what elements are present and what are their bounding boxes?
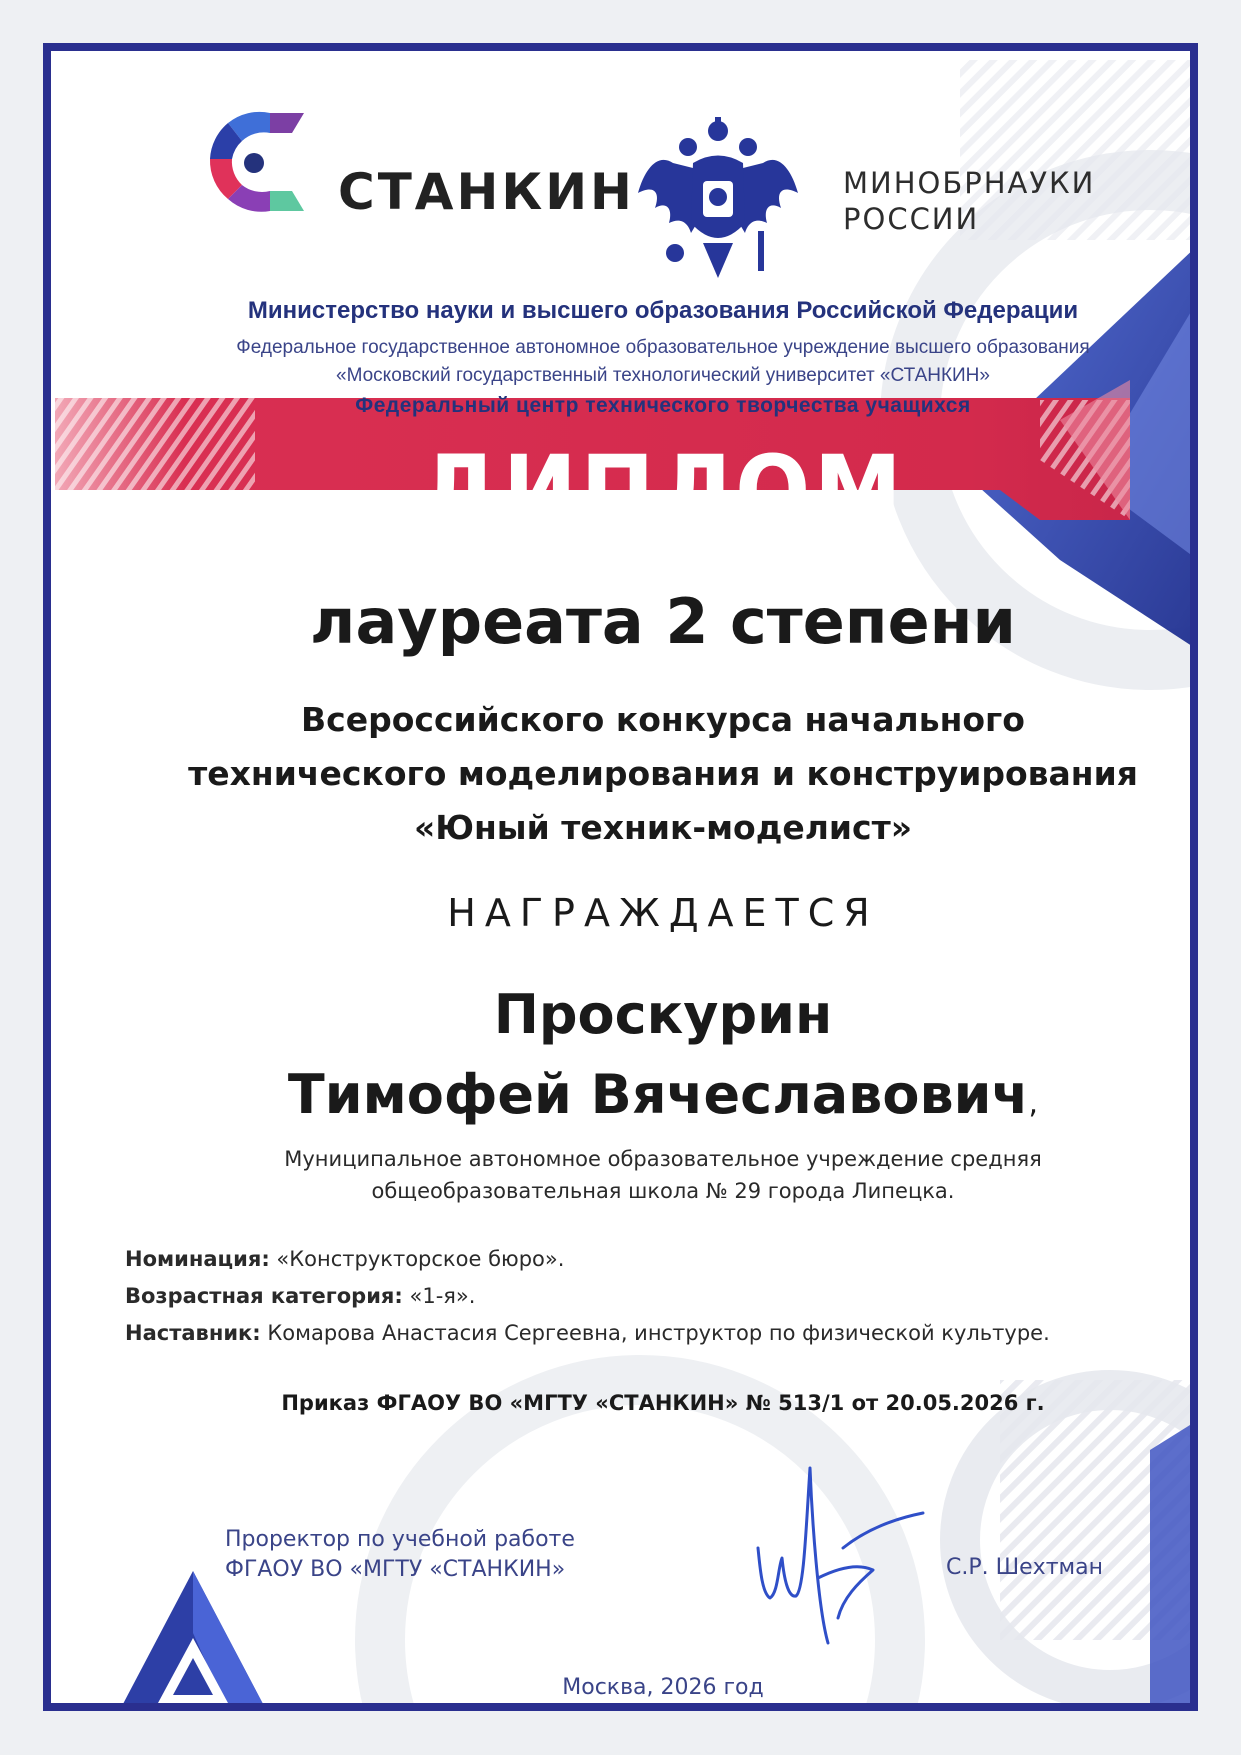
double-headed-eagle-emblem-icon (633, 113, 803, 283)
school-name (163, 1143, 1163, 1207)
position-line: ФГАОУ ВО «МГТУ «СТАНКИН» (225, 1557, 566, 1582)
stankin-c-logo-icon (188, 95, 328, 225)
ministry-short-name (843, 165, 1123, 237)
institution-line: «Московский государственный технологический университет «СТАНКИН» (336, 365, 990, 386)
contest-line: технического моделирования и конструирования (188, 754, 1138, 793)
handwritten-signature (748, 1458, 928, 1658)
detail-nomination (125, 1241, 1198, 1278)
recipient-given-names: Тимофей Вячеславович (287, 1063, 1029, 1126)
detail-key: Номинация: (125, 1247, 270, 1271)
detail-key: Наставник: (125, 1321, 261, 1345)
ministry-short-line: МИНОБРНАУКИ (843, 166, 1096, 200)
detail-value: «Конструкторское бюро». (276, 1247, 565, 1271)
signer-name: С.Р. Шехтман (946, 1555, 1103, 1580)
signatory-position (225, 1525, 665, 1585)
contest-line: «Юный техник-моделист» (413, 808, 913, 847)
awarded-label: НАГРАЖДАЕТСЯ (447, 891, 879, 935)
diploma-title: ДИПЛОМ (420, 435, 906, 547)
triangle-logo-icon (108, 1563, 278, 1711)
ministry-short-line: РОССИИ (843, 202, 980, 236)
order-reference: Приказ ФГАОУ ВО «МГТУ «СТАНКИН» № 513/1 от 20.05.2026 г. (281, 1391, 1045, 1415)
detail-key: Возрастная категория: (125, 1284, 403, 1308)
detail-value: «1-я». (409, 1284, 476, 1308)
recipient-comma: , (1028, 1086, 1039, 1121)
detail-mentor (125, 1315, 1198, 1352)
center-name: Федеральный центр технического творчества учащихся (355, 394, 971, 417)
stankin-logo-text: СТАНКИН (338, 163, 635, 221)
recipient-name (163, 975, 1163, 1144)
ministry-full-name: Министерство науки и высшего образования Российской Федерации (247, 297, 1079, 324)
recipient-surname: Проскурин (493, 983, 833, 1046)
contest-name (103, 693, 1198, 855)
contest-line: Всероссийского конкурса начального (301, 700, 1025, 739)
institution-name (163, 334, 1163, 390)
background-decoration (43, 43, 1198, 1711)
city-and-year: Москва, 2026 год (562, 1675, 764, 1700)
institution-line: Федеральное государственное автономное образовательное учреждение высшего образования (236, 337, 1090, 358)
school-line: общеобразовательная школа № 29 города Липецка. (371, 1179, 955, 1203)
diploma-page (43, 43, 1198, 1711)
school-line: Муниципальное автономное образовательное учреждение средняя (284, 1147, 1042, 1171)
detail-age-category (125, 1278, 1198, 1315)
bg-blue-strip (1150, 1420, 1198, 1711)
recipient-given-names-line (163, 1055, 1163, 1144)
detail-value: Комарова Анастасия Сергеевна, инструктор по физической культуре. (267, 1321, 1050, 1345)
award-details (125, 1241, 1198, 1352)
position-line: Проректор по учебной работе (225, 1527, 575, 1552)
degree-title: лауреата 2 степени (310, 585, 1016, 658)
